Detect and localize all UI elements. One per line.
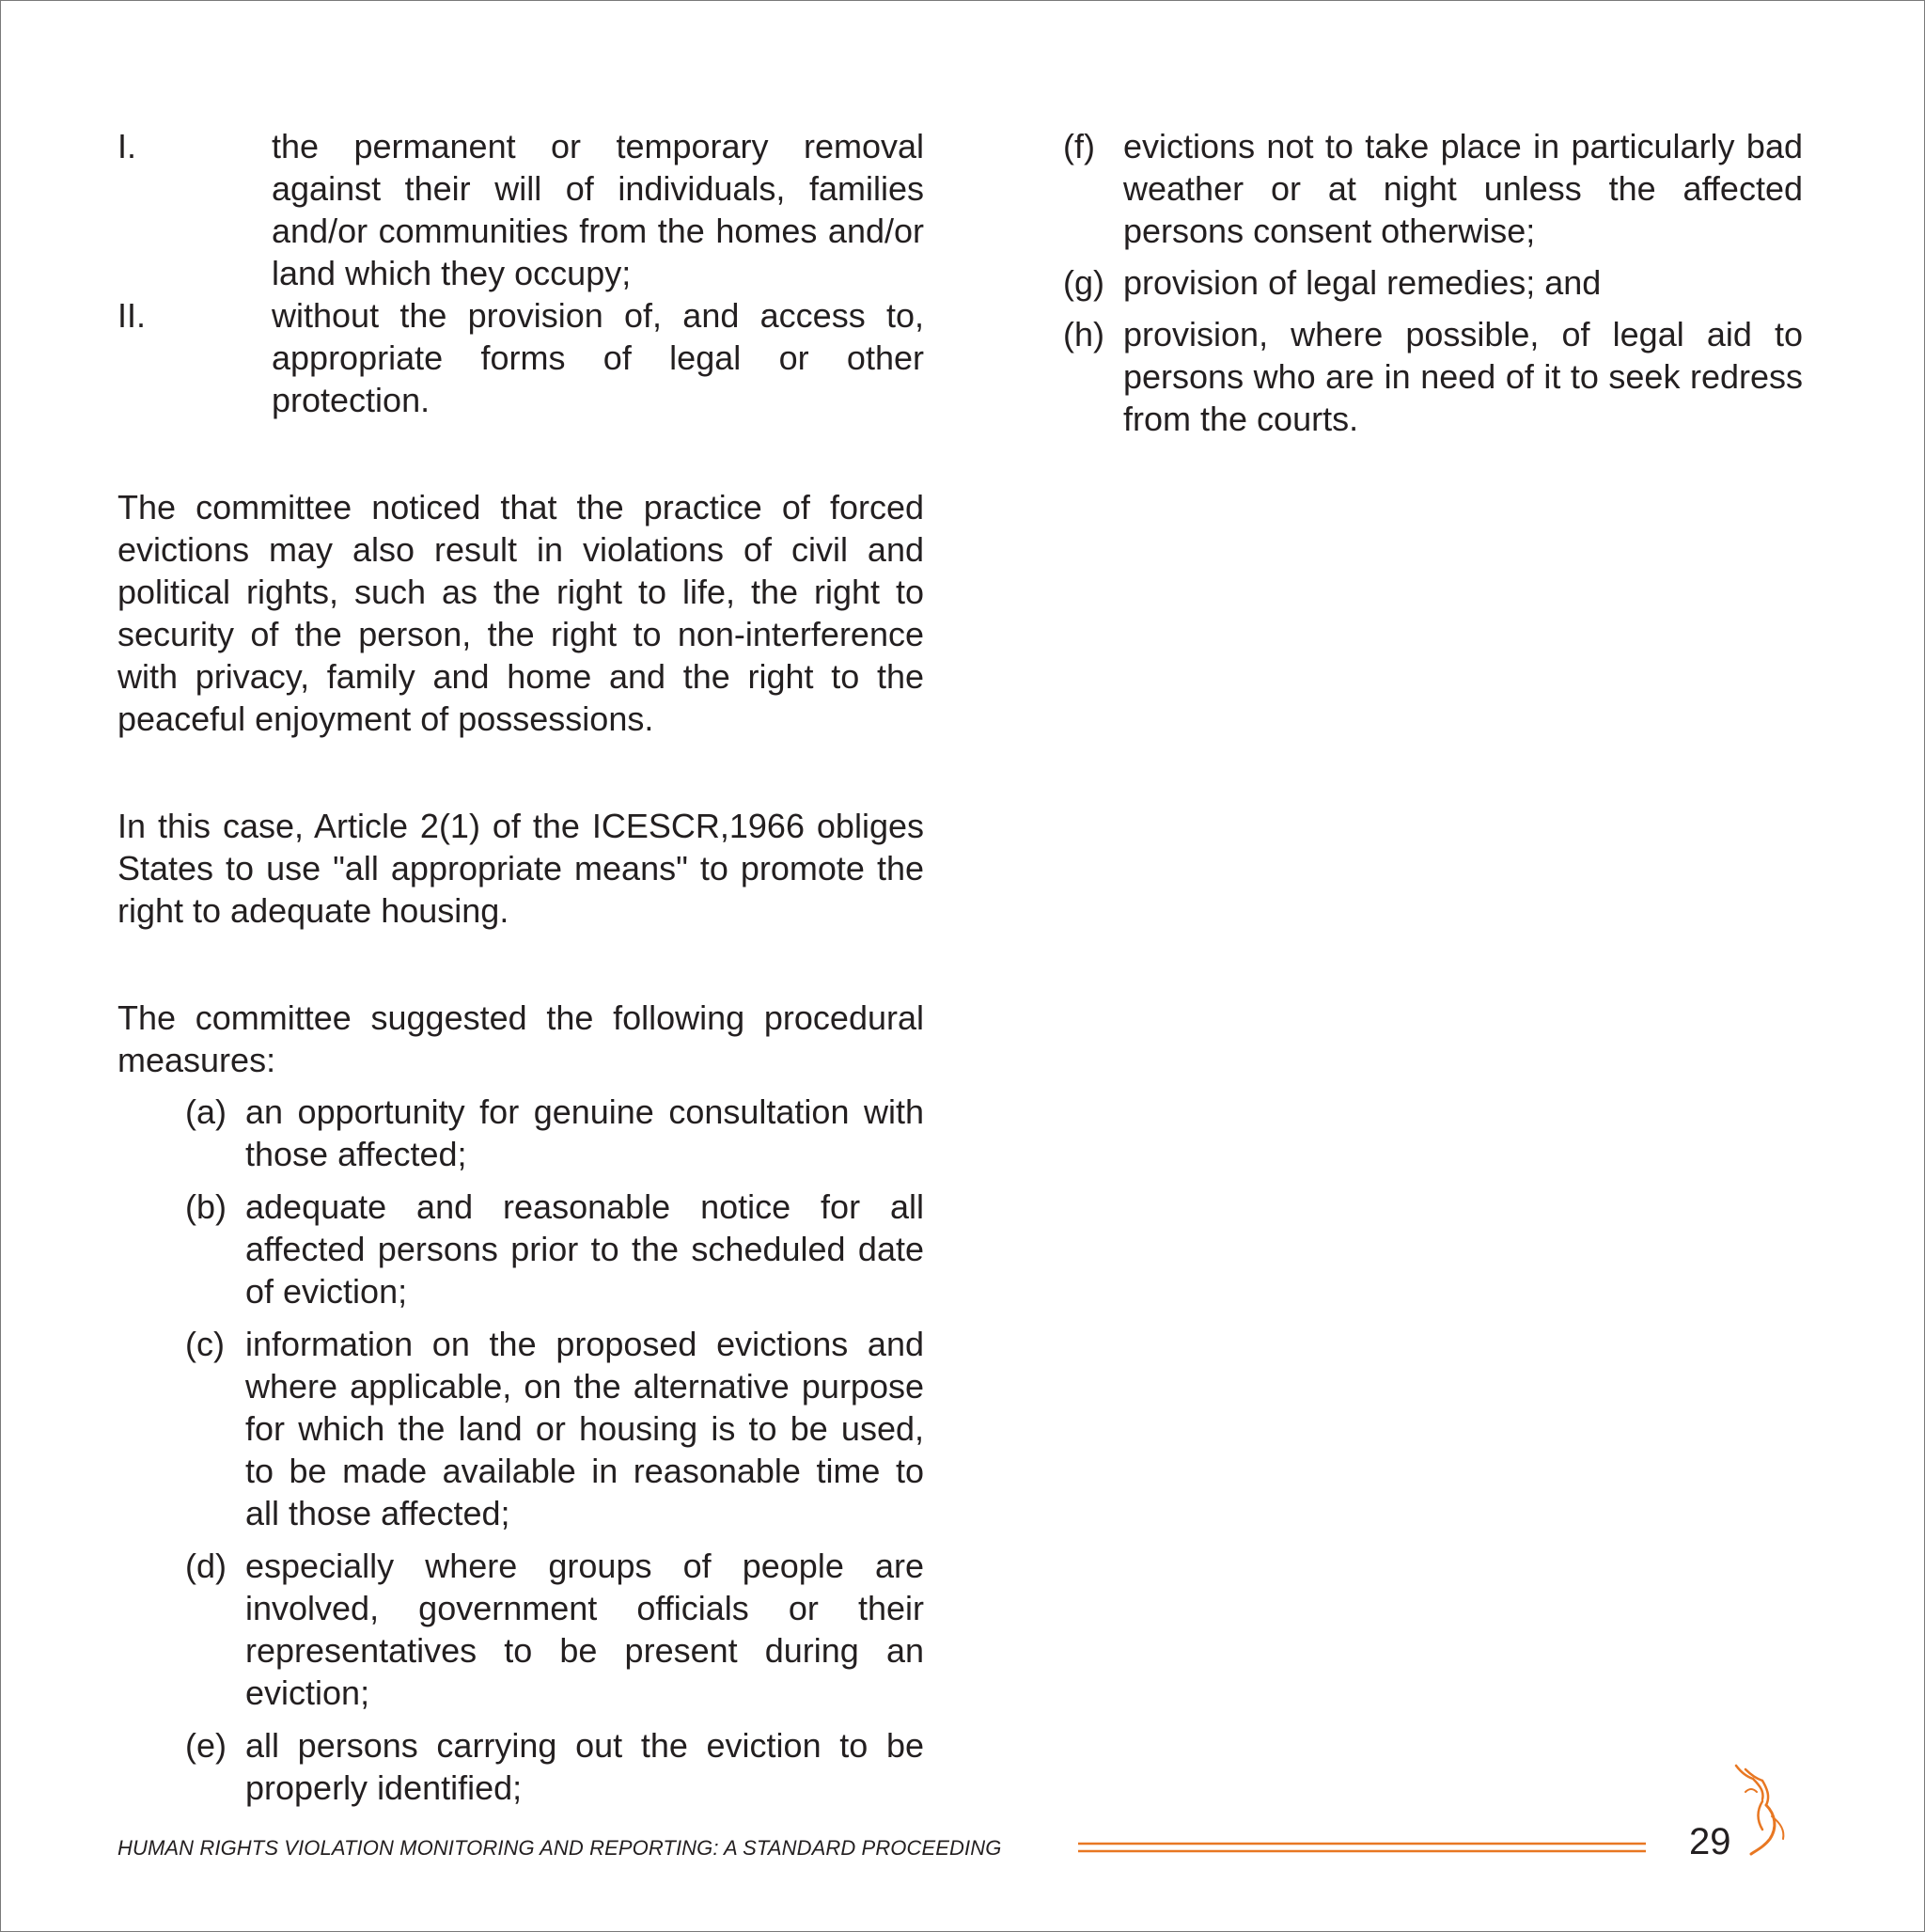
paragraph-icescr-article: In this case, Article 2(1) of the ICESCR,1966 obliges States to use "all appropriate means" to promote the right to adequate housing.: [117, 807, 924, 930]
list-item-text: without the provision of, and access to, appropriate forms of legal or other protection.: [272, 296, 924, 419]
spacer: [117, 932, 924, 997]
measure-item-b: [117, 1186, 924, 1312]
dancing-figure-logo-icon: [1729, 1764, 1792, 1858]
list-marker: (c): [185, 1325, 225, 1363]
list-item-text: all persons carrying out the eviction to be properly identified;: [245, 1726, 924, 1807]
list-item-text: information on the proposed evictions and where applicable, on the alternative purpose for which the land or housing is to be used, to be made available in reasonable time to all those affected;: [245, 1325, 924, 1532]
list-marker: (h): [1063, 315, 1104, 353]
list-marker: (d): [185, 1547, 227, 1585]
list-marker: (f): [1063, 127, 1095, 165]
right-column: [1063, 125, 1803, 449]
measure-item-f: [1063, 125, 1803, 252]
list-item-text: the permanent or temporary removal against their will of individuals, families and/or communities from the homes and/or land which they occupy;: [272, 127, 924, 292]
spacer: [117, 421, 924, 486]
list-item-roman-1: [117, 125, 924, 294]
list-item-text: an opportunity for genuine consultation with those affected;: [245, 1092, 924, 1173]
list-item-text: provision of legal remedies; and: [1123, 263, 1602, 302]
list-marker: (b): [185, 1187, 227, 1226]
measure-item-g: [1063, 261, 1803, 304]
list-item-text: provision, where possible, of legal aid to persons who are in need of it to seek redress from the courts.: [1123, 315, 1803, 438]
measure-item-c: [117, 1323, 924, 1534]
measure-item-h: [1063, 313, 1803, 440]
list-marker: II.: [117, 296, 147, 335]
measure-item-e: [117, 1724, 924, 1809]
spacer: [117, 1081, 924, 1091]
paragraph-procedural-measures-intro: The committee suggested the following procedural measures:: [117, 998, 924, 1079]
list-item-text: especially where groups of people are involved, government officials or their representatives to be present during an eviction;: [245, 1547, 924, 1712]
measure-item-d: [117, 1545, 924, 1714]
footer-title: HUMAN RIGHTS VIOLATION MONITORING AND REPORTING: A STANDARD PROCEEDING: [117, 1836, 1002, 1860]
footer-rule: [1078, 1839, 1646, 1856]
list-marker: I.: [117, 127, 137, 165]
paragraph-civil-political-rights: The committee noticed that the practice of forced evictions may also result in violations of civil and political rights, such as the right to life, the right to security of the person, the right to non-interference with privacy, family and home and the right to the peaceful enjoyment of possessions.: [117, 488, 924, 738]
spacer: [117, 740, 924, 805]
left-column: [117, 125, 924, 1819]
list-item-roman-2: [117, 294, 924, 421]
measure-item-a: [117, 1091, 924, 1175]
list-marker: (e): [185, 1726, 227, 1765]
list-marker: (g): [1063, 263, 1104, 302]
list-marker: (a): [185, 1092, 227, 1131]
list-item-text: evictions not to take place in particularly bad weather or at night unless the affected persons consent otherwise;: [1123, 127, 1803, 250]
page-number: 29: [1689, 1821, 1731, 1862]
list-item-text: adequate and reasonable notice for all affected persons prior to the scheduled date of eviction;: [245, 1187, 924, 1311]
